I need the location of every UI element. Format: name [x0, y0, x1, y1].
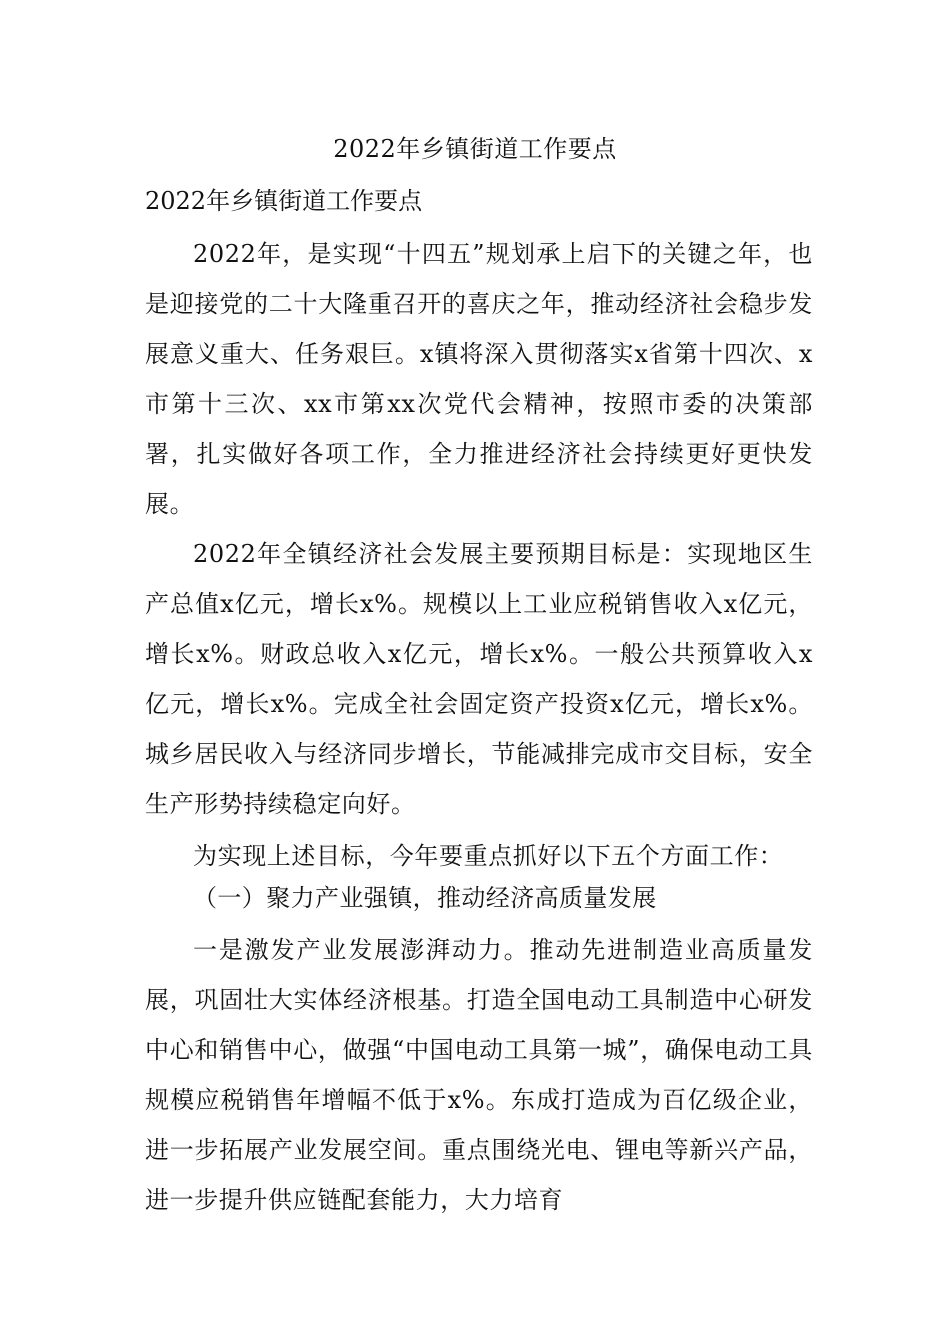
- document-body: [145, 229, 813, 1225]
- section-heading: （一）聚力产业强镇，推动经济高质量发展: [193, 884, 657, 912]
- paragraph-industry: 一是激发产业发展澎湃动力。推动先进制造业高质量发展，巩固壮大实体经济根基。打造全国电动工具制造中心研发中心和销售中心，做强“中国电动工具第一城”，确保电动工具规模应税销售年增幅不低于x%。东成打造成为百亿级企业，进一步拓展产业发展空间。重点围绕光电、锂电等新兴产品，进一步提升供应链配套能力，大力培育: [145, 936, 813, 1214]
- paragraph-goals: 2022年全镇经济社会发展主要预期目标是：实现地区生产总值x亿元，增长x%。规模以上工业应税销售收入x亿元，增长x%。财政总收入x亿元，增长x%。一般公共预算收入x亿元，增长x%。完成全社会固定资产投资x亿元，增长x%。城乡居民收入与经济同步增长，节能减排完成市交目标，安全生产形势持续稳定向好。: [145, 540, 813, 818]
- paragraph-intro: 2022年，是实现“十四五”规划承上启下的关键之年，也是迎接党的二十大隆重召开的喜庆之年，推动经济社会稳步发展意义重大、任务艰巨。x镇将深入贯彻落实x省第十四次、x市第十三次、xx市第xx次党代会精神，按照市委的决策部署，扎实做好各项工作，全力推进经济社会持续更好更快发展。: [145, 240, 813, 518]
- paragraph-transition: 为实现上述目标，今年要重点抓好以下五个方面工作：: [193, 842, 784, 870]
- document-title: 2022年乡镇街道工作要点: [333, 135, 617, 163]
- document-subtitle: 2022年乡镇街道工作要点: [145, 187, 423, 215]
